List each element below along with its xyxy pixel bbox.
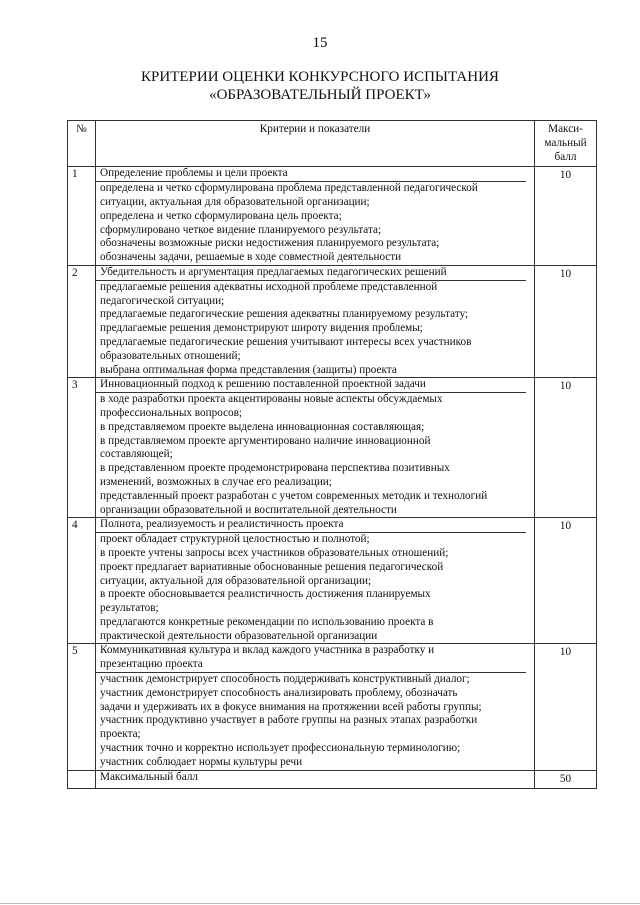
indicator-line: сформулировано четкое видение планируемого результата; — [100, 223, 382, 236]
criteria-table — [67, 120, 597, 789]
indicator-line: педагогической ситуации; — [100, 294, 225, 307]
indicator-line: выбрана оптимальная форма представления (защиты) проекта — [100, 363, 397, 376]
indicator-line: проект предлагает вариативные обоснованные решения педагогической — [100, 560, 444, 573]
indicator-line: в проекте учтены запросы всех участников образовательных отношений; — [100, 546, 449, 559]
indicator-list — [96, 533, 534, 643]
criteria-title — [96, 167, 526, 182]
indicator-line: определена и четко сформулирована проблема представленной педагогической — [100, 182, 478, 195]
indicator-line: предлагаемые педагогические решения адекватны планируемому результату; — [100, 308, 469, 321]
criteria-title-line: Убедительность и аргументация предлагаемых педагогических решений — [100, 265, 447, 278]
indicator-line: проект обладает структурной целостностью и полнотой; — [100, 533, 370, 546]
indicator-list — [96, 182, 534, 265]
indicator-line: ситуации, актуальной для образовательной организации; — [100, 574, 372, 587]
criteria-row — [68, 518, 597, 644]
header-criteria: Критерии и показатели — [96, 121, 535, 167]
indicator-line: в представляемом проекте выделена инновационная составляющая; — [100, 420, 425, 433]
max-score: 10 — [535, 518, 597, 644]
indicator-line: участник продуктивно участвует в работе группы на разных этапах разработки — [100, 714, 478, 727]
indicator-line: образовательных отношений; — [100, 349, 241, 362]
total-value: 50 — [535, 770, 597, 789]
indicator-line: в представляемом проекте аргументировано наличие инновационной — [100, 434, 431, 447]
criteria-row — [68, 378, 597, 518]
criteria-title-line: Коммуникативная культура и вклад каждого участника в разработку и — [100, 644, 435, 657]
indicator-line: предлагаемые педагогические решения учитывают интересы всех участников — [100, 335, 472, 348]
indicator-list — [96, 281, 534, 378]
indicator-line: практической деятельности образовательной организации — [100, 629, 378, 642]
criteria-cell — [96, 518, 535, 644]
criteria-row — [68, 167, 597, 266]
header-max-line: Макси- — [548, 123, 583, 135]
page-number: 15 — [312, 35, 328, 51]
indicator-line: организации образовательной и воспитательной деятельности — [100, 503, 397, 516]
header-max-score — [535, 121, 597, 167]
indicator-line: изменений, возможных в случае его реализации; — [100, 475, 332, 488]
max-score: 10 — [535, 265, 597, 377]
criteria-row — [68, 265, 597, 377]
criteria-title — [96, 644, 526, 673]
total-number-cell — [68, 770, 96, 789]
indicator-line: определена и четко сформулирована цель проекта; — [100, 209, 342, 222]
indicator-line: участник соблюдает нормы культуры речи — [100, 755, 303, 768]
criteria-title — [96, 518, 526, 533]
indicator-line: в проекте обосновывается реалистичность достижения планируемых — [100, 588, 431, 601]
criteria-title-line: Инновационный подход к решению поставленной проектной задачи — [100, 378, 426, 391]
indicator-line: обозначены возможные риски недостижения планируемого результата; — [100, 237, 440, 250]
header-number: № — [68, 121, 96, 167]
criteria-row — [68, 644, 597, 770]
indicator-line: участник демонстрирует способность поддерживать конструктивный диалог; — [100, 673, 470, 686]
criteria-title — [96, 378, 526, 393]
criteria-title-line: презентацию проекта — [100, 658, 203, 671]
total-row — [68, 770, 597, 789]
header-max-line: мальный — [544, 136, 587, 149]
criteria-cell — [96, 265, 535, 377]
indicator-line: предлагаемые решения демонстрируют широту видения проблемы; — [100, 322, 423, 335]
indicator-line: обозначены задачи, решаемые в ходе совместной деятельности — [100, 251, 402, 264]
indicator-line: профессиональных вопросов; — [100, 406, 243, 419]
criteria-title-line: Определение проблемы и цели проекта — [100, 167, 288, 180]
indicator-line: ситуации, актуальная для образовательной организации; — [100, 195, 370, 208]
document-title — [0, 68, 640, 104]
criteria-number: 1 — [68, 167, 96, 266]
criteria-number: 2 — [68, 265, 96, 377]
title-line-1: КРИТЕРИИ ОЦЕНКИ КОНКУРСНОГО ИСПЫТАНИЯ — [141, 69, 499, 85]
indicator-list — [96, 393, 534, 517]
criteria-cell — [96, 378, 535, 518]
indicator-line: представленный проект разработан с учетом современных методик и технологий — [100, 489, 488, 502]
indicator-line: участник точно и корректно использует профессиональную терминологию; — [100, 742, 461, 755]
criteria-cell — [96, 167, 535, 266]
indicator-line: проекта; — [100, 728, 141, 741]
criteria-title-line: Полнота, реализуемость и реалистичность проекта — [100, 518, 344, 531]
indicator-line: предлагаемые решения адекватны исходной проблеме представленной — [100, 280, 438, 293]
total-label: Максимальный балл — [96, 770, 535, 789]
scan-edge-line — [0, 903, 640, 904]
criteria-title — [96, 266, 526, 281]
header-max-line: балл — [554, 150, 577, 163]
indicator-line: в ходе разработки проекта акцентированы новые аспекты обсуждаемых — [100, 393, 443, 406]
criteria-number: 3 — [68, 378, 96, 518]
max-score: 10 — [535, 644, 597, 770]
criteria-cell — [96, 644, 535, 770]
indicator-line: задачи и удерживать их в фокусе внимания на протяжении всей работы группы; — [100, 700, 482, 713]
indicator-list — [96, 673, 534, 770]
criteria-number: 4 — [68, 518, 96, 644]
table-header-row — [68, 121, 597, 167]
max-score: 10 — [535, 378, 597, 518]
max-score: 10 — [535, 167, 597, 266]
indicator-line: составляющей; — [100, 448, 173, 461]
criteria-number: 5 — [68, 644, 96, 770]
indicator-line: участник демонстрирует способность анализировать проблему, обозначать — [100, 686, 458, 699]
indicator-line: в представленном проекте продемонстрирована перспектива позитивных — [100, 462, 450, 475]
indicator-line: результатов; — [100, 602, 159, 615]
title-line-2: «ОБРАЗОВАТЕЛЬНЫЙ ПРОЕКТ» — [209, 87, 431, 103]
indicator-line: предлагаются конкретные рекомендации по использованию проекта в — [100, 615, 434, 628]
